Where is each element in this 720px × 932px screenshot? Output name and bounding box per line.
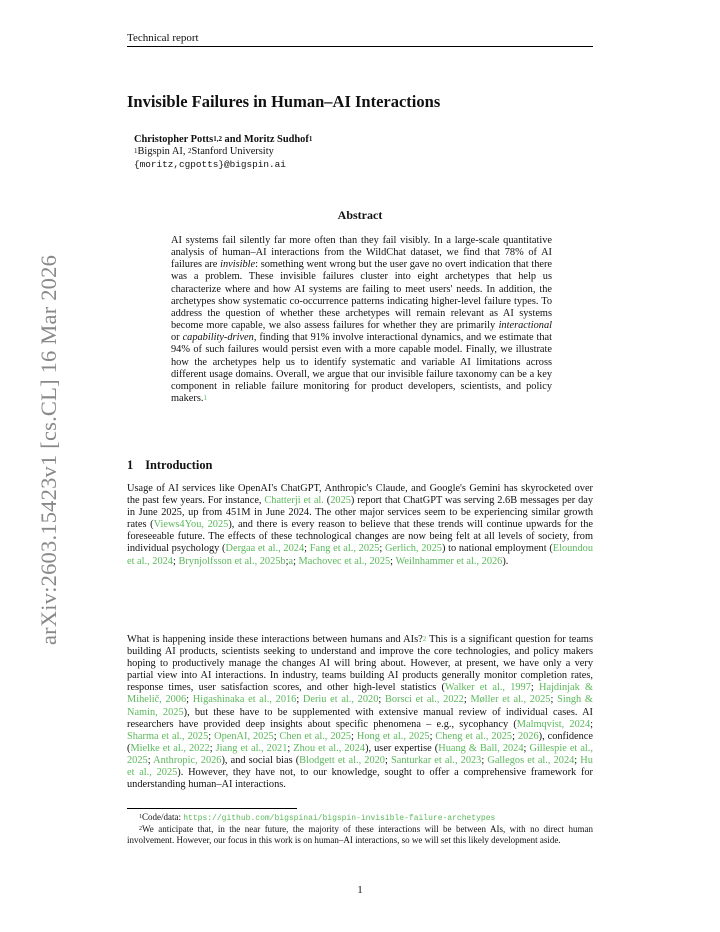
author-and: and (221, 134, 244, 145)
citation[interactable]: Gallegos et al., 2024 (487, 754, 575, 766)
citation[interactable]: Hajdinjak & Mihelič, 2006 (127, 682, 594, 706)
citation[interactable]: Eloundou et al., 2024 (127, 543, 593, 567)
citation[interactable]: Hu et al., 2025 (127, 754, 593, 779)
footnote-1-label: Code/data: (142, 812, 184, 822)
citation[interactable]: Sharma et al., 2025 (127, 730, 209, 742)
intro-paragraph-2: What is happening inside these interactions between humans and AIs?$^2$ This is a significant question for teams building AI products, scientists seeking to understand and improve the core technologies, and policy makers hoping to productively manage the changes AI will bring about. However, at present, we have only a very partial view into AI interactions. In industry, teams building AI products generally monitor completion rates, response times, user satisfaction scores, and other high-level statistics (Walker et al., 1997; Hajdinjak & Mihelič, 2006; Higashinaka et al., 2016; Deriu et al., 2020; Borsci et al., 2022; Møller et al., 2025; Singh & Namin, 2025), but these have to be supplemented with extensive manual review of individual cases. AI researchers have provided deep insights about specific phenomena – e.g., sycophancy (Malmqvist, 2024; Sharma et al., 2025; OpenAI, 2025; Chen et al., 2025; Hong et al., 2025; Cheng et al., 2025; 2026), confidence (Mielke et al., 2022; Jiang et al., 2021; Zhou et al., 2024), user expertise (Huang & Ball, 2024; Gillespie et al., 2025; Anthropic, 2026), and social bias (Blodgett et al., 2020; Santurkar et al., 2023; Gallegos et al., 2024; Hu et al., 2025). However, they have not, to our knowledge, sought to offer a comprehensive framework for understanding human–AI interactions. (127, 634, 594, 791)
section-number: 1 (127, 458, 134, 472)
citation[interactable]: Zhou et al., 2024 (293, 742, 366, 754)
citation[interactable]: 2026 (517, 730, 539, 742)
author-email: {moritz,cgpotts}@bigspin.ai (134, 158, 286, 170)
affiliations (134, 146, 312, 158)
citation[interactable]: a (288, 555, 294, 567)
p2-text-6: ), and social bias ( (221, 754, 300, 766)
author-1-affil-mark: 1,2 (213, 135, 222, 143)
footnote-1 (127, 812, 593, 824)
section-heading-introduction (127, 458, 212, 473)
abstract-text-1: AI systems fail silently far more often than they fail visibly. In a large-scale quantitative analysis of human–AI interactions from the WildChat dataset, we find that 78% of AI failures are (171, 235, 552, 271)
citation[interactable]: Singh & Namin, 2025 (127, 694, 593, 718)
citation[interactable]: Jiang et al., 2021 (215, 742, 288, 754)
p2-text-5: ), user expertise ( (365, 742, 439, 754)
abstract-text (171, 235, 552, 405)
citation[interactable]: Borsci et al., 2022 (384, 694, 464, 706)
citation[interactable]: Møller et al., 2025 (470, 694, 551, 706)
citation[interactable]: Higashinaka et al., 2016 (192, 694, 297, 706)
page-number: 1 (357, 884, 363, 896)
citation[interactable]: Blodgett et al., 2020 (299, 754, 385, 766)
citation[interactable]: Fang et al., 2025 (309, 543, 380, 555)
citation[interactable]: 2025 (330, 495, 351, 507)
citation[interactable]: Mielke et al., 2022 (130, 742, 210, 754)
abstract-text-3: or (171, 332, 183, 344)
footnote-2-mark: 2 (139, 826, 142, 833)
citation[interactable]: Gillespie et al., 2025 (127, 742, 593, 766)
footnote-2 (127, 824, 593, 846)
citation[interactable]: Cheng et al., 2025 (435, 730, 513, 742)
p1-text-2: ( (323, 495, 331, 507)
affil-1-mark: 1 (134, 147, 138, 156)
abstract-heading: Abstract (337, 208, 383, 222)
p2-text-7: ). However, they have not, to our knowledge, sought to offer a comprehensive framework for understanding human–AI interactions. (127, 767, 593, 791)
author-block (134, 134, 312, 171)
p1-text-5: ) to national employment ( (441, 543, 553, 555)
citation[interactable]: Machovec et al., 2025 (298, 555, 391, 567)
p2-text-2: This is a significant question for teams building AI products, scientists seeking to understand and improve the core technologies, and policy makers hoping to productively manage the changes AI will bring about. However, at present, we have only a very partial view into AI interactions. In industry, teams building AI products generally monitor completion rates, response times, user satisfaction scores, and other high-level statistics ( (127, 634, 593, 694)
abstract-text-4: , finding that 91% involve interactional dynamics, and we estimate that 94% of such failures would persist even with a more capable model. Finally, we illustrate how the archetypes help us to identify systematic and variable AI limitations across different usage domains. Overall, we argue that our invisible failure taxonomy can be a key component in reliable failure monitoring for product developers, scientists, and policy makers. (171, 332, 553, 405)
header-rule (127, 46, 593, 47)
abstract-emph-invisible: invisible (220, 259, 256, 271)
author-2: Moritz Sudhof (243, 134, 309, 145)
p1-text-1: Usage of AI services like OpenAI's ChatGPT, Anthropic's Claude, and Google's Gemini has skyrocketed over the past few years. For instance, (127, 483, 593, 507)
citation[interactable]: Huang & Ball, 2024 (438, 742, 524, 754)
footnote-2-text: We anticipate that, in the near future, the majority of these interactions will be between AIs, with no direct human involvement. However, our focus in this work is on human–AI interactions, so we will set this likely development aside. (127, 824, 593, 846)
citation[interactable]: Deriu et al., 2020 (302, 694, 379, 706)
author-1: Christopher Potts (134, 134, 214, 145)
citation[interactable]: Malmqvist, 2024 (516, 718, 591, 730)
footnote-rule (127, 808, 297, 809)
intro-paragraph-1: Usage of AI services like OpenAI's ChatGPT, Anthropic's Claude, and Google's Gemini has skyrocketed over the past few years. For instance, Chatterji et al. (2025) report that ChatGPT was serving 2.6B messages per day in June 2025, up from 451M in June 2024. The other major services seem to be experiencing similar growth rates (Views4You, 2025), and there is every reason to believe that these trends will continue upwards for the foreseeable future. The effects of these technological changes are now being felt at all levels of society, from individual psychology (Dergaa et al., 2024; Fang et al., 2025; Gerlich, 2025) to national employment (Eloundou et al., 2024; Brynjolfsson et al., 2025b;a; Machovec et al., 2025; Weilnhammer et al., 2026). (127, 483, 594, 567)
abstract-text-2: : something went wrong but the user gave no overt indication that there was a problem. These invisible failures cluster into eight archetypes that help us characterize where and how AI systems are failing to meet users' needs. In addition, the archetypes show systematic co-occurrence patterns indicating higher-level failure types. To address the question of whether these archetypes will remain relevant as AI systems become more capable, we also assess failures for whether they are primarily (171, 259, 552, 332)
citation[interactable]: Anthropic, 2026 (153, 754, 222, 766)
citation[interactable]: Dergaa et al., 2024 (225, 543, 305, 555)
affil-1: Bigspin AI, (137, 146, 189, 158)
citation[interactable]: Chatterji et al. (264, 495, 324, 507)
citation[interactable]: Brynjolfsson et al., 2025b (178, 555, 286, 567)
p2-text-3: ), but these have to be supplemented with extensive manual review of individual cases. AI researchers have provided deep insights about specific phenomena – e.g., sycophancy ( (127, 706, 593, 730)
code-data-link[interactable]: https://github.com/bigspinai/bigspin-invisible-failure-archetypes (183, 814, 496, 823)
affil-2: Stanford University (191, 146, 274, 158)
author-names (134, 134, 312, 146)
p2-text-4: ), confidence ( (127, 730, 593, 754)
citation[interactable]: Walker et al., 1997 (444, 682, 531, 694)
citation[interactable]: OpenAI, 2025 (214, 730, 274, 742)
p1-text-4: ), and there is every reason to believe that these trends will continue upwards for the foreseeable future. The effects of these technological changes are now being felt at all levels of society, from individual psychology ( (127, 519, 593, 555)
citation[interactable]: Views4You, 2025 (153, 519, 229, 531)
author-2-affil-mark: 1 (308, 135, 313, 143)
citation[interactable]: Weilnhammer et al., 2026 (395, 555, 503, 567)
affil-2-mark: 2 (188, 147, 192, 156)
section-title: Introduction (145, 458, 213, 472)
abstract-emph-capability: capability-driven (182, 332, 254, 344)
p1-text-6: ). (502, 555, 509, 567)
p1-text-3: ) report that ChatGPT was serving 2.6B messages per day in June 2025, up from 451M in June 2024. The other major services seem to be experiencing similar growth rates ( (127, 495, 594, 531)
arxiv-stamp: arXiv:2603.15423v1 [cs.CL] 16 Mar 2026 (36, 254, 61, 646)
abstract-emph-interactional: interactional (498, 320, 552, 332)
footnotes (127, 812, 593, 847)
paper-title: Invisible Failures in Human–AI Interactions (127, 92, 441, 111)
citation[interactable]: Santurkar et al., 2023 (390, 754, 482, 766)
footnote-1-mark: 1 (139, 814, 142, 820)
footnote-ref-1[interactable]: 1 (203, 394, 207, 403)
citation[interactable]: Gerlich, 2025 (384, 543, 442, 555)
citation[interactable]: Chen et al., 2025 (279, 730, 352, 742)
running-header: Technical report (127, 32, 199, 44)
p2-text-1: What is happening inside these interactions between humans and AIs? (127, 634, 423, 645)
citation[interactable]: Hong et al., 2025 (356, 730, 430, 742)
footnote-ref-2[interactable]: 2 (422, 635, 427, 643)
